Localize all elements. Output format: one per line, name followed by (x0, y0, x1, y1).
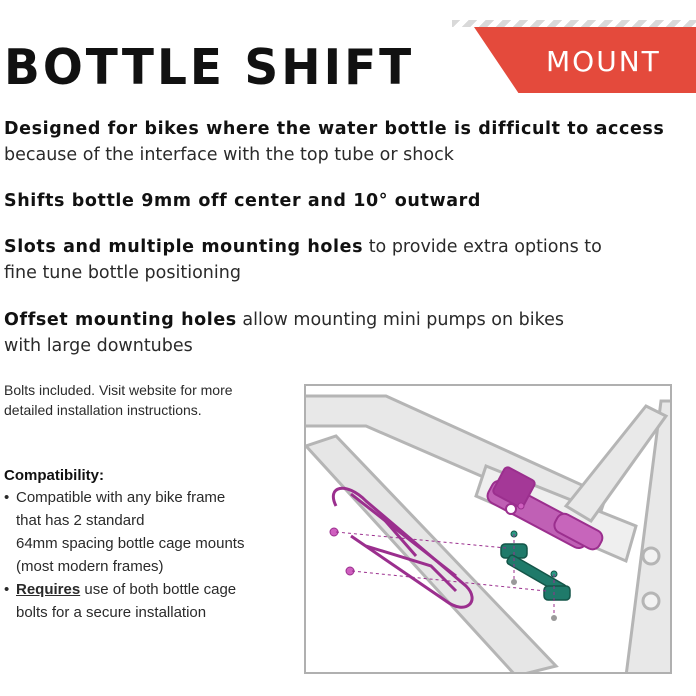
list-item (4, 486, 304, 578)
feature-slots (4, 234, 624, 286)
feature-rest: allow mounting mini pumps on bikes with large downtubes (4, 310, 565, 356)
feature-bold: Designed for bikes where the water bottle is difficult to access (4, 119, 665, 139)
requires-emphasis: Requires (16, 581, 81, 598)
feature-bold: Shifts bottle 9mm off center and 10° outward (4, 191, 481, 211)
feature-offset (4, 307, 604, 359)
feature-designed (4, 116, 694, 168)
banner-label: MOUNT (546, 45, 661, 78)
compat-line: that has 2 standard (16, 512, 145, 529)
bolts-note: Bolts included. Visit website for more detailed installation instructions. (4, 382, 233, 418)
bike-frame (306, 396, 672, 674)
feature-rest: to provide extra options to fine tune bottle positioning (4, 237, 602, 283)
compatibility-title: Compatibility: (4, 467, 104, 484)
mount-plate (501, 544, 570, 600)
compat-line: Compatible with any bike frame (16, 489, 226, 506)
product-title: BOTTLE SHIFT (4, 38, 415, 97)
list-item (4, 578, 304, 624)
installation-diagram (304, 384, 672, 674)
compat-line: use of both bottle cage (80, 581, 237, 598)
header-stripes (452, 20, 696, 27)
feature-bold: Offset mounting holes (4, 310, 237, 330)
feature-rest: because of the interface with the top tube or shock (4, 145, 454, 165)
compatibility-section (4, 466, 304, 624)
installation-illustration (306, 386, 672, 674)
feature-shift (4, 188, 694, 214)
compat-line: (most modern frames) (16, 558, 164, 575)
feature-bold: Slots and multiple mounting holes (4, 237, 364, 257)
compat-line: bolts for a secure installation (16, 604, 207, 621)
compat-line: 64mm spacing bottle cage mounts (16, 535, 245, 552)
compatibility-list (4, 486, 304, 624)
